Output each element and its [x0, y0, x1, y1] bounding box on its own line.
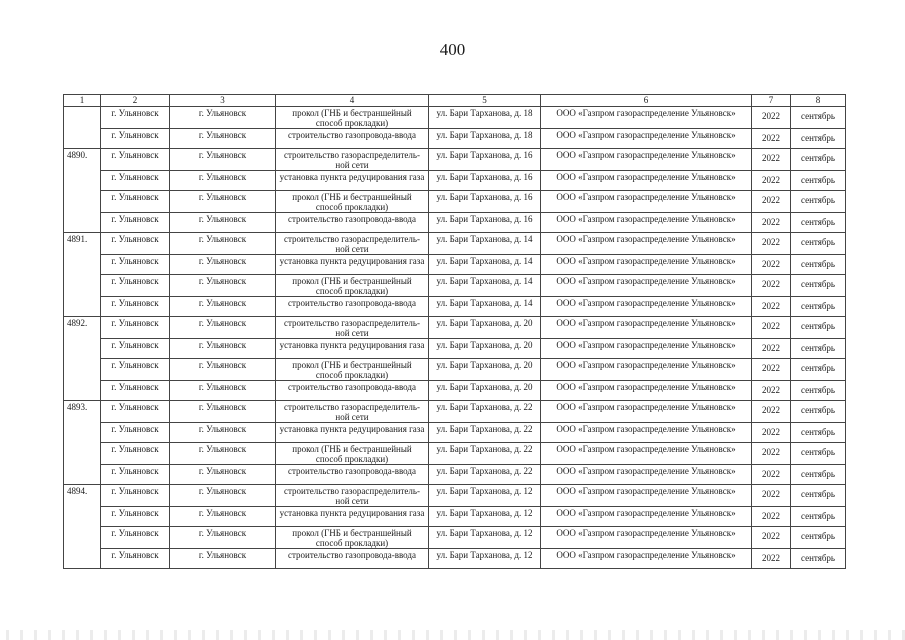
table-row — [64, 297, 846, 317]
record-number-cell — [64, 465, 101, 485]
header-cell: 7 — [752, 95, 791, 107]
record-number-cell — [64, 191, 101, 213]
record-number-cell — [64, 297, 101, 317]
municipality-cell: г. Ульяновск — [170, 359, 276, 381]
settlement-cell: г. Ульяновск — [101, 465, 170, 485]
month-cell: сентябрь — [791, 107, 846, 129]
table-row — [64, 485, 846, 507]
year-cell: 2022 — [752, 381, 791, 401]
organization-cell: ООО «Газпром газораспределение Ульяновск» — [541, 171, 752, 191]
settlement-cell: г. Ульяновск — [101, 233, 170, 255]
settlement-cell: г. Ульяновск — [101, 339, 170, 359]
table-row — [64, 191, 846, 213]
settlement-cell: г. Ульяновск — [101, 297, 170, 317]
table-row — [64, 213, 846, 233]
work-type-cell: строительство газопровода-ввода — [276, 381, 429, 401]
month-cell: сентябрь — [791, 317, 846, 339]
organization-cell: ООО «Газпром газораспределение Ульяновск» — [541, 527, 752, 549]
address-cell: ул. Бари Тарханова, д. 12 — [429, 549, 541, 569]
page-number: 400 — [439, 40, 466, 59]
table-row — [64, 359, 846, 381]
table-row — [64, 129, 846, 149]
record-number-cell: 4890. — [64, 149, 101, 171]
work-type-cell: строительство газопровода-ввода — [276, 129, 429, 149]
municipality-cell: г. Ульяновск — [170, 381, 276, 401]
month-cell: сентябрь — [791, 401, 846, 423]
month-cell: сентябрь — [791, 465, 846, 485]
year-cell: 2022 — [752, 359, 791, 381]
work-type-cell: установка пункта редуцирования газа — [276, 423, 429, 443]
table-row — [64, 423, 846, 443]
work-type-cell: строительство газопровода-ввода — [276, 297, 429, 317]
work-type-cell: строительство газораспределитель-ной сети — [276, 401, 429, 423]
organization-cell: ООО «Газпром газораспределение Ульяновск» — [541, 275, 752, 297]
organization-cell: ООО «Газпром газораспределение Ульяновск» — [541, 401, 752, 423]
municipality-cell: г. Ульяновск — [170, 339, 276, 359]
record-number-cell: 4894. — [64, 485, 101, 507]
organization-cell: ООО «Газпром газораспределение Ульяновск» — [541, 213, 752, 233]
organization-cell: ООО «Газпром газораспределение Ульяновск» — [541, 129, 752, 149]
municipality-cell: г. Ульяновск — [170, 401, 276, 423]
month-cell: сентябрь — [791, 507, 846, 527]
table-row — [64, 381, 846, 401]
record-number-cell: 4891. — [64, 233, 101, 255]
work-type-cell: строительство газопровода-ввода — [276, 465, 429, 485]
record-number-cell — [64, 527, 101, 549]
settlement-cell: г. Ульяновск — [101, 359, 170, 381]
municipality-cell: г. Ульяновск — [170, 549, 276, 569]
month-cell: сентябрь — [791, 381, 846, 401]
month-cell: сентябрь — [791, 171, 846, 191]
record-number-cell — [64, 381, 101, 401]
settlement-cell: г. Ульяновск — [101, 401, 170, 423]
year-cell: 2022 — [752, 233, 791, 255]
month-cell: сентябрь — [791, 149, 846, 171]
header-cell: 1 — [64, 95, 101, 107]
address-cell: ул. Бари Тарханова, д. 14 — [429, 275, 541, 297]
municipality-cell: г. Ульяновск — [170, 527, 276, 549]
address-cell: ул. Бари Тарханова, д. 20 — [429, 359, 541, 381]
organization-cell: ООО «Газпром газораспределение Ульяновск» — [541, 107, 752, 129]
address-cell: ул. Бари Тарханова, д. 18 — [429, 129, 541, 149]
record-number-cell — [64, 549, 101, 569]
address-cell: ул. Бари Тарханова, д. 16 — [429, 191, 541, 213]
work-type-cell: строительство газопровода-ввода — [276, 213, 429, 233]
header-cell: 8 — [791, 95, 846, 107]
table-row — [64, 255, 846, 275]
address-cell: ул. Бари Тарханова, д. 14 — [429, 233, 541, 255]
table-row — [64, 339, 846, 359]
settlement-cell: г. Ульяновск — [101, 381, 170, 401]
organization-cell: ООО «Газпром газораспределение Ульяновск» — [541, 149, 752, 171]
record-number-cell — [64, 255, 101, 275]
year-cell: 2022 — [752, 255, 791, 275]
settlement-cell: г. Ульяновск — [101, 527, 170, 549]
work-type-cell: строительство газораспределитель-ной сети — [276, 317, 429, 339]
municipality-cell: г. Ульяновск — [170, 129, 276, 149]
organization-cell: ООО «Газпром газораспределение Ульяновск» — [541, 339, 752, 359]
address-cell: ул. Бари Тарханова, д. 16 — [429, 213, 541, 233]
municipality-cell: г. Ульяновск — [170, 107, 276, 129]
table-row — [64, 465, 846, 485]
table-row — [64, 149, 846, 171]
month-cell: сентябрь — [791, 255, 846, 275]
month-cell: сентябрь — [791, 423, 846, 443]
year-cell: 2022 — [752, 317, 791, 339]
month-cell: сентябрь — [791, 297, 846, 317]
year-cell: 2022 — [752, 149, 791, 171]
municipality-cell: г. Ульяновск — [170, 171, 276, 191]
year-cell: 2022 — [752, 549, 791, 569]
table-row — [64, 401, 846, 423]
organization-cell: ООО «Газпром газораспределение Ульяновск» — [541, 317, 752, 339]
work-type-cell: строительство газораспределитель-ной сети — [276, 149, 429, 171]
table-row — [64, 549, 846, 569]
municipality-cell: г. Ульяновск — [170, 255, 276, 275]
header-cell: 6 — [541, 95, 752, 107]
organization-cell: ООО «Газпром газораспределение Ульяновск» — [541, 191, 752, 213]
address-cell: ул. Бари Тарханова, д. 22 — [429, 401, 541, 423]
address-cell: ул. Бари Тарханова, д. 20 — [429, 381, 541, 401]
record-number-cell — [64, 171, 101, 191]
organization-cell: ООО «Газпром газораспределение Ульяновск» — [541, 359, 752, 381]
settlement-cell: г. Ульяновск — [101, 107, 170, 129]
table-row — [64, 171, 846, 191]
year-cell: 2022 — [752, 527, 791, 549]
year-cell: 2022 — [752, 129, 791, 149]
year-cell: 2022 — [752, 191, 791, 213]
month-cell: сентябрь — [791, 359, 846, 381]
record-number-cell — [64, 107, 101, 129]
settlement-cell: г. Ульяновск — [101, 191, 170, 213]
settlement-cell: г. Ульяновск — [101, 275, 170, 297]
work-type-cell: строительство газораспределитель-ной сети — [276, 233, 429, 255]
month-cell: сентябрь — [791, 485, 846, 507]
header-cell: 3 — [170, 95, 276, 107]
municipality-cell: г. Ульяновск — [170, 233, 276, 255]
settlement-cell: г. Ульяновск — [101, 317, 170, 339]
work-type-cell: прокол (ГНБ и бестраншейный способ прокладки) — [276, 359, 429, 381]
organization-cell: ООО «Газпром газораспределение Ульяновск» — [541, 485, 752, 507]
header-row — [64, 95, 846, 107]
municipality-cell: г. Ульяновск — [170, 485, 276, 507]
year-cell: 2022 — [752, 275, 791, 297]
municipality-cell: г. Ульяновск — [170, 297, 276, 317]
record-number-cell — [64, 423, 101, 443]
registry-table — [63, 94, 846, 569]
month-cell: сентябрь — [791, 549, 846, 569]
work-type-cell: установка пункта редуцирования газа — [276, 171, 429, 191]
address-cell: ул. Бари Тарханова, д. 22 — [429, 465, 541, 485]
address-cell: ул. Бари Тарханова, д. 16 — [429, 171, 541, 191]
organization-cell: ООО «Газпром газораспределение Ульяновск» — [541, 443, 752, 465]
record-number-cell — [64, 213, 101, 233]
municipality-cell: г. Ульяновск — [170, 423, 276, 443]
settlement-cell: г. Ульяновск — [101, 171, 170, 191]
organization-cell: ООО «Газпром газораспределение Ульяновск» — [541, 233, 752, 255]
municipality-cell: г. Ульяновск — [170, 149, 276, 171]
record-number-cell: 4892. — [64, 317, 101, 339]
year-cell: 2022 — [752, 465, 791, 485]
organization-cell: ООО «Газпром газораспределение Ульяновск» — [541, 465, 752, 485]
address-cell: ул. Бари Тарханова, д. 22 — [429, 423, 541, 443]
settlement-cell: г. Ульяновск — [101, 255, 170, 275]
table-row — [64, 233, 846, 255]
year-cell: 2022 — [752, 423, 791, 443]
year-cell: 2022 — [752, 443, 791, 465]
settlement-cell: г. Ульяновск — [101, 129, 170, 149]
year-cell: 2022 — [752, 339, 791, 359]
year-cell: 2022 — [752, 171, 791, 191]
settlement-cell: г. Ульяновск — [101, 423, 170, 443]
header-cell: 5 — [429, 95, 541, 107]
settlement-cell: г. Ульяновск — [101, 149, 170, 171]
address-cell: ул. Бари Тарханова, д. 20 — [429, 317, 541, 339]
organization-cell: ООО «Газпром газораспределение Ульяновск» — [541, 549, 752, 569]
month-cell: сентябрь — [791, 129, 846, 149]
month-cell: сентябрь — [791, 339, 846, 359]
work-type-cell: прокол (ГНБ и бестраншейный способ прокладки) — [276, 275, 429, 297]
table-row — [64, 507, 846, 527]
address-cell: ул. Бари Тарханова, д. 12 — [429, 485, 541, 507]
settlement-cell: г. Ульяновск — [101, 549, 170, 569]
year-cell: 2022 — [752, 213, 791, 233]
organization-cell: ООО «Газпром газораспределение Ульяновск» — [541, 297, 752, 317]
record-number-cell: 4893. — [64, 401, 101, 423]
work-type-cell: прокол (ГНБ и бестраншейный способ прокладки) — [276, 107, 429, 129]
municipality-cell: г. Ульяновск — [170, 443, 276, 465]
municipality-cell: г. Ульяновск — [170, 317, 276, 339]
settlement-cell: г. Ульяновск — [101, 213, 170, 233]
table-row — [64, 275, 846, 297]
address-cell: ул. Бари Тарханова, д. 16 — [429, 149, 541, 171]
organization-cell: ООО «Газпром газораспределение Ульяновск» — [541, 507, 752, 527]
work-type-cell: установка пункта редуцирования газа — [276, 507, 429, 527]
month-cell: сентябрь — [791, 443, 846, 465]
settlement-cell: г. Ульяновск — [101, 485, 170, 507]
work-type-cell: строительство газораспределитель-ной сети — [276, 485, 429, 507]
record-number-cell — [64, 507, 101, 527]
record-number-cell — [64, 443, 101, 465]
table-row — [64, 107, 846, 129]
settlement-cell: г. Ульяновск — [101, 443, 170, 465]
year-cell: 2022 — [752, 485, 791, 507]
municipality-cell: г. Ульяновск — [170, 507, 276, 527]
organization-cell: ООО «Газпром газораспределение Ульяновск» — [541, 255, 752, 275]
month-cell: сентябрь — [791, 213, 846, 233]
address-cell: ул. Бари Тарханова, д. 20 — [429, 339, 541, 359]
work-type-cell: строительство газопровода-ввода — [276, 549, 429, 569]
record-number-cell — [64, 129, 101, 149]
record-number-cell — [64, 339, 101, 359]
municipality-cell: г. Ульяновск — [170, 275, 276, 297]
month-cell: сентябрь — [791, 275, 846, 297]
address-cell: ул. Бари Тарханова, д. 12 — [429, 507, 541, 527]
address-cell: ул. Бари Тарханова, д. 12 — [429, 527, 541, 549]
month-cell: сентябрь — [791, 191, 846, 213]
header-cell: 4 — [276, 95, 429, 107]
year-cell: 2022 — [752, 401, 791, 423]
organization-cell: ООО «Газпром газораспределение Ульяновск» — [541, 381, 752, 401]
municipality-cell: г. Ульяновск — [170, 465, 276, 485]
month-cell: сентябрь — [791, 233, 846, 255]
address-cell: ул. Бари Тарханова, д. 14 — [429, 297, 541, 317]
work-type-cell: прокол (ГНБ и бестраншейный способ прокладки) — [276, 191, 429, 213]
address-cell: ул. Бари Тарханова, д. 22 — [429, 443, 541, 465]
municipality-cell: г. Ульяновск — [170, 213, 276, 233]
year-cell: 2022 — [752, 107, 791, 129]
record-number-cell — [64, 359, 101, 381]
month-cell: сентябрь — [791, 527, 846, 549]
table-row — [64, 317, 846, 339]
scan-edge-artifact — [0, 630, 905, 640]
table-row — [64, 443, 846, 465]
settlement-cell: г. Ульяновск — [101, 507, 170, 527]
address-cell: ул. Бари Тарханова, д. 18 — [429, 107, 541, 129]
record-number-cell — [64, 275, 101, 297]
municipality-cell: г. Ульяновск — [170, 191, 276, 213]
year-cell: 2022 — [752, 297, 791, 317]
work-type-cell: прокол (ГНБ и бестраншейный способ прокладки) — [276, 443, 429, 465]
table-row — [64, 527, 846, 549]
header-cell: 2 — [101, 95, 170, 107]
address-cell: ул. Бари Тарханова, д. 14 — [429, 255, 541, 275]
work-type-cell: прокол (ГНБ и бестраншейный способ прокладки) — [276, 527, 429, 549]
year-cell: 2022 — [752, 507, 791, 527]
work-type-cell: установка пункта редуцирования газа — [276, 339, 429, 359]
work-type-cell: установка пункта редуцирования газа — [276, 255, 429, 275]
organization-cell: ООО «Газпром газораспределение Ульяновск» — [541, 423, 752, 443]
